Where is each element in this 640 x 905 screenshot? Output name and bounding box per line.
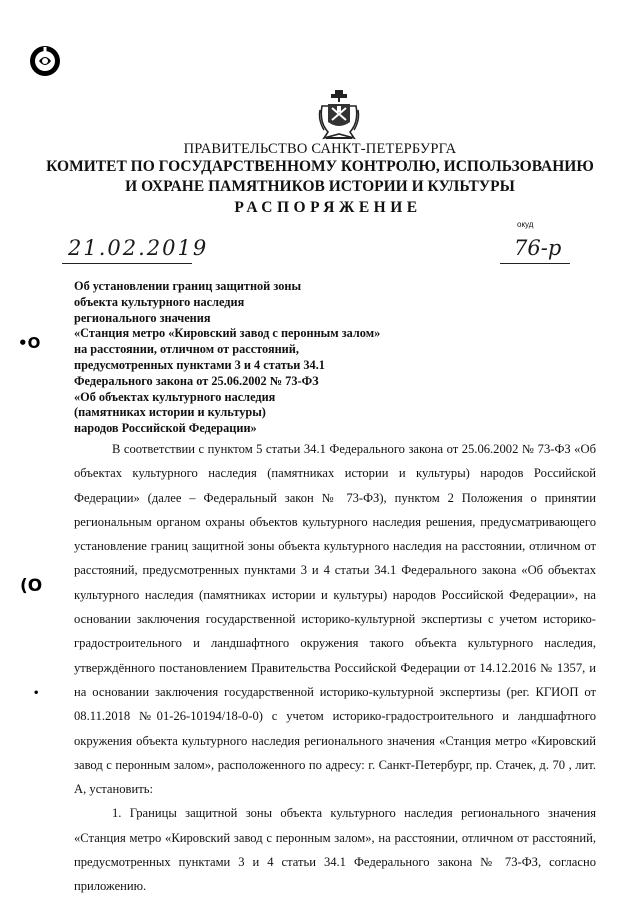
committee-name-line2: И ОХРАНЕ ПАМЯТНИКОВ ИСТОРИИ И КУЛЬТУРЫ (125, 178, 515, 195)
title-line: Федерального закона от 25.06.2002 № 73-ФЗ (74, 373, 319, 388)
registration-number: 76-р (514, 236, 562, 260)
title-line: предусмотренных пунктами 3 и 4 статьи 34.1 (74, 357, 325, 372)
punch-hole-mark-top: •O (18, 334, 41, 352)
coat-of-arms-icon (316, 88, 362, 144)
okud-label: окуд (517, 220, 534, 229)
title-line: объекта культурного наследия (74, 294, 245, 309)
registration-date: 21.02.2019 (68, 236, 209, 260)
title-line: регионального значения (74, 310, 211, 325)
title-line: «Станция метро «Кировский завод с перонным залом» (74, 326, 381, 341)
number-underline (500, 263, 570, 264)
punch-hole-mark-middle: (O (20, 576, 43, 596)
document-body (74, 437, 596, 899)
committee-name-line1: КОМИТЕТ ПО ГОСУДАРСТВЕННОМУ КОНТРОЛЮ, ИСПОЛЬЗОВАНИЮ (46, 158, 594, 175)
punch-hole-mark-dot: • (33, 688, 40, 699)
body-paragraph-item-1: 1. Границы защитной зоны объекта культурного наследия регионального значения «Станция метро «Кировский завод с перонным залом», на расстоянии, отличном от расстояний, предусмотренных пунктами 3 и 4 статьи 34.1 Федерального закона № 73-ФЗ, согласно приложению. (74, 806, 596, 894)
title-line: Об установлении границ защитной зоны (74, 279, 302, 293)
title-line: на расстоянии, отличном от расстояний, (74, 342, 299, 357)
document-type: РАСПОРЯЖЕНИЕ (234, 199, 422, 216)
title-line: народов Российской Федерации» (74, 421, 257, 436)
round-stamp-icon (28, 44, 62, 78)
government-name: ПРАВИТЕЛЬСТВО САНКТ-ПЕТЕРБУРГА (183, 141, 457, 157)
date-underline (62, 263, 192, 264)
body-paragraph-preamble: В соответствии с пунктом 5 статьи 34.1 Федерального закона от 25.06.2002 № 73-ФЗ «Об объектах культурного наследия (памятниках истории и культуры) народов Российской Федерации» (далее – Федеральный закон № 73-ФЗ), пунктом 2 Положения о принятии региональным органом охраны объектов культурного наследия решения, предусматривающего установление границ защитной зоны объекта культурного наследия на расстоянии, отличном от расстояний, предусмотренных пунктами 3 и 4 статьи 34.1 Федерального закона «Об объектах культурного наследия (памятниках истории и культуры) народов Российской Федерации», на основании заключения государственной историко-культурной экспертизы с учетом историко-градостроительного и ландшафтного окружения такого объекта культурного наследия, утверждённого постановлением Правительства Российской Федерации от 14.12.2016 № 1357, и на основании заключения государственной историко-культурной экспертизы (рег. КГИОП от 08.11.2018 №01-26-10194/18-0-0) с учетом историко-градостроительного и ландшафтного окружения объекта культурного наследия регионального значения «Станция метро «Кировский завод с перонным залом», расположенного по адресу: г. Санкт-Петербург, пр. Стачек, д. 70 , лит. А, установить: (74, 442, 596, 797)
title-line: «Об объектах культурного наследия (74, 389, 276, 404)
document-title (74, 279, 434, 437)
title-line: (памятниках истории и культуры) (74, 405, 266, 420)
